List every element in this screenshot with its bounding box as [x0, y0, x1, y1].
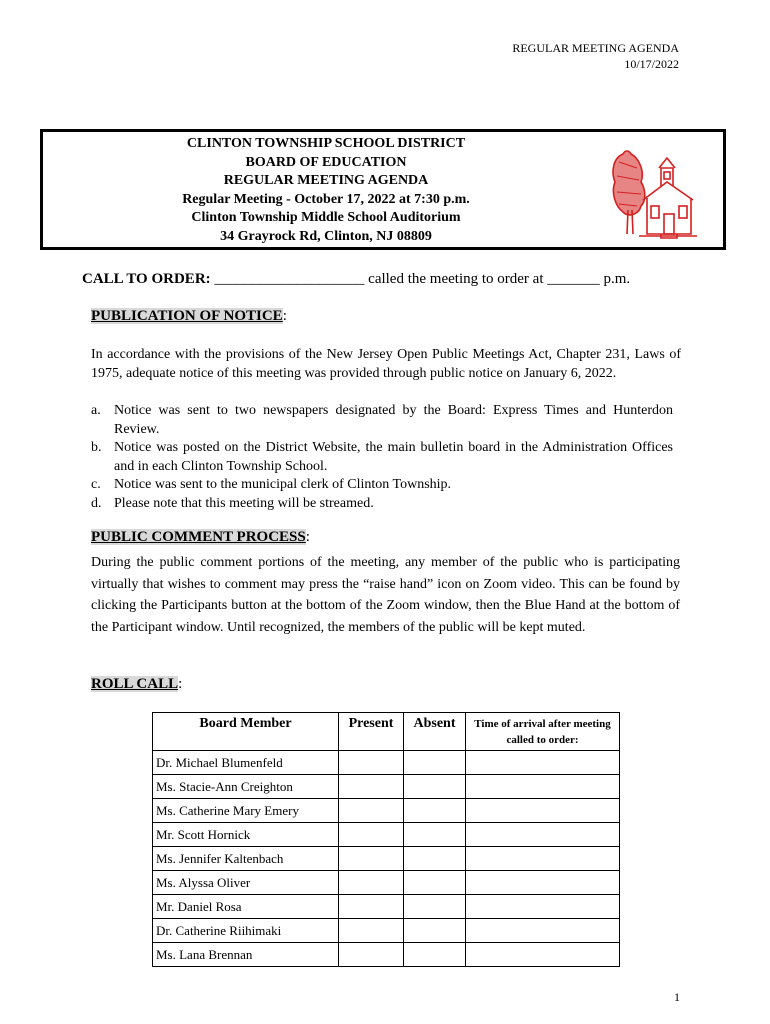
table-row — [153, 871, 620, 895]
roll-call-heading-colon: : — [178, 676, 183, 692]
present-cell — [339, 943, 404, 967]
list-text: Notice was sent to the municipal clerk of Clinton Township. — [114, 477, 452, 492]
column-header-arrival-time: Time of arrival after meeting called to order: — [466, 713, 620, 751]
publication-intro: In accordance with the provisions of the New Jersey Open Public Meetings Act, Chapter 231, Laws of 1975, adequate notice of this meeting was provided through public notice on January 6, 2022. — [91, 347, 681, 381]
absent-cell — [404, 751, 466, 775]
list-item — [91, 402, 681, 439]
document-header — [512, 40, 679, 72]
call-to-order — [82, 271, 630, 288]
roll-call-body — [153, 751, 620, 967]
column-header-present: Present — [339, 713, 404, 751]
board-member-name: Dr. Michael Blumenfeld — [153, 751, 339, 775]
table-row — [153, 943, 620, 967]
board-member-name: Ms. Jennifer Kaltenbach — [153, 847, 339, 871]
board-member-name: Ms. Stacie-Ann Creighton — [153, 775, 339, 799]
list-marker: c. — [91, 477, 101, 492]
column-header-board-member: Board Member — [153, 713, 339, 751]
arrival-time-cell — [466, 871, 620, 895]
roll-call-heading-text: ROLL CALL — [91, 676, 179, 692]
absent-cell — [404, 847, 466, 871]
arrival-time-cell — [466, 823, 620, 847]
table-row — [153, 847, 620, 871]
list-marker: d. — [91, 495, 102, 511]
present-cell — [339, 823, 404, 847]
table-row — [153, 823, 620, 847]
schoolhouse-tree-icon — [609, 148, 699, 240]
agenda-title: REGULAR MEETING AGENDA — [223, 173, 429, 188]
table-row — [153, 775, 620, 799]
absent-cell — [404, 895, 466, 919]
absent-cell — [404, 823, 466, 847]
call-to-order-label: CALL TO ORDER: — [82, 271, 211, 287]
meeting-datetime: Regular Meeting - October 17, 2022 at 7:30 p.m. — [182, 191, 470, 207]
board-member-name: Dr. Catherine Riihimaki — [153, 919, 339, 943]
public-comment-heading-text: PUBLIC COMMENT PROCESS — [91, 529, 306, 545]
list-marker: a. — [91, 403, 101, 418]
present-cell — [339, 751, 404, 775]
board-member-name: Ms. Catherine Mary Emery — [153, 799, 339, 823]
list-item — [91, 476, 681, 495]
absent-cell — [404, 919, 466, 943]
board-member-name: Mr. Daniel Rosa — [153, 895, 339, 919]
list-item — [91, 495, 681, 514]
meeting-address: 34 Grayrock Rd, Clinton, NJ 08809 — [220, 228, 432, 244]
arrival-time-cell — [466, 943, 620, 967]
arrival-time-cell — [466, 775, 620, 799]
arrival-time-cell — [466, 799, 620, 823]
absent-cell — [404, 871, 466, 895]
public-comment-heading-colon: : — [305, 529, 310, 545]
board-member-name: Ms. Lana Brennan — [153, 943, 339, 967]
public-comment-text: During the public comment portions of the meeting, any member of the public who is participating virtually that wishes to comment may press the “raise hand” icon on Zoom video. This can be found by clicking the Participants button at the bottom of the Zoom window, then the Blue Hand at the bottom of the Participant window. Until recognized, the members of the public will be kept muted. — [91, 555, 680, 635]
publication-heading-colon: : — [282, 308, 287, 324]
present-cell — [339, 871, 404, 895]
present-cell — [339, 895, 404, 919]
district-name: CLINTON TOWNSHIP SCHOOL DISTRICT — [186, 136, 466, 151]
arrival-time-cell — [466, 751, 620, 775]
agenda-date: 10/17/2022 — [624, 57, 679, 71]
present-cell — [339, 919, 404, 943]
arrival-time-cell — [466, 847, 620, 871]
column-header-absent: Absent — [404, 713, 466, 751]
agenda-label: REGULAR MEETING AGENDA — [512, 41, 679, 55]
roll-call-heading — [91, 676, 182, 693]
publication-heading-text: PUBLICATION OF NOTICE — [91, 308, 283, 324]
table-row — [153, 799, 620, 823]
absent-cell — [404, 775, 466, 799]
arrival-time-cell — [466, 895, 620, 919]
present-cell — [339, 799, 404, 823]
board-member-name: Mr. Scott Hornick — [153, 823, 339, 847]
publication-heading — [91, 308, 287, 325]
table-row — [153, 919, 620, 943]
board-member-name: Ms. Alyssa Oliver — [153, 871, 339, 895]
call-to-order-text: ____________________ called the meeting to order at _______ p.m. — [214, 271, 631, 287]
list-text: Notice was sent to two newspapers designated by the Board: Express Times and Hunterdon Review. — [114, 403, 673, 437]
absent-cell — [404, 943, 466, 967]
public-comment-heading — [91, 529, 310, 546]
meeting-location: Clinton Township Middle School Auditorium — [191, 210, 461, 225]
present-cell — [339, 847, 404, 871]
table-row — [153, 751, 620, 775]
board-name: BOARD OF EDUCATION — [245, 154, 407, 170]
title-lines — [171, 135, 481, 246]
absent-cell — [404, 799, 466, 823]
publication-list — [91, 402, 681, 513]
table-header-row — [153, 713, 620, 751]
list-marker: b. — [91, 440, 102, 455]
page-number: 1 — [674, 990, 680, 1004]
table-row — [153, 895, 620, 919]
list-text: Notice was posted on the District Website, the main bulletin board in the Administration Offices and in each Clinton Township School. — [114, 440, 673, 474]
title-block — [40, 129, 726, 250]
arrival-time-cell — [466, 919, 620, 943]
roll-call-table — [152, 712, 620, 967]
present-cell — [339, 775, 404, 799]
list-item — [91, 439, 681, 476]
list-text: Please note that this meeting will be streamed. — [114, 495, 374, 511]
